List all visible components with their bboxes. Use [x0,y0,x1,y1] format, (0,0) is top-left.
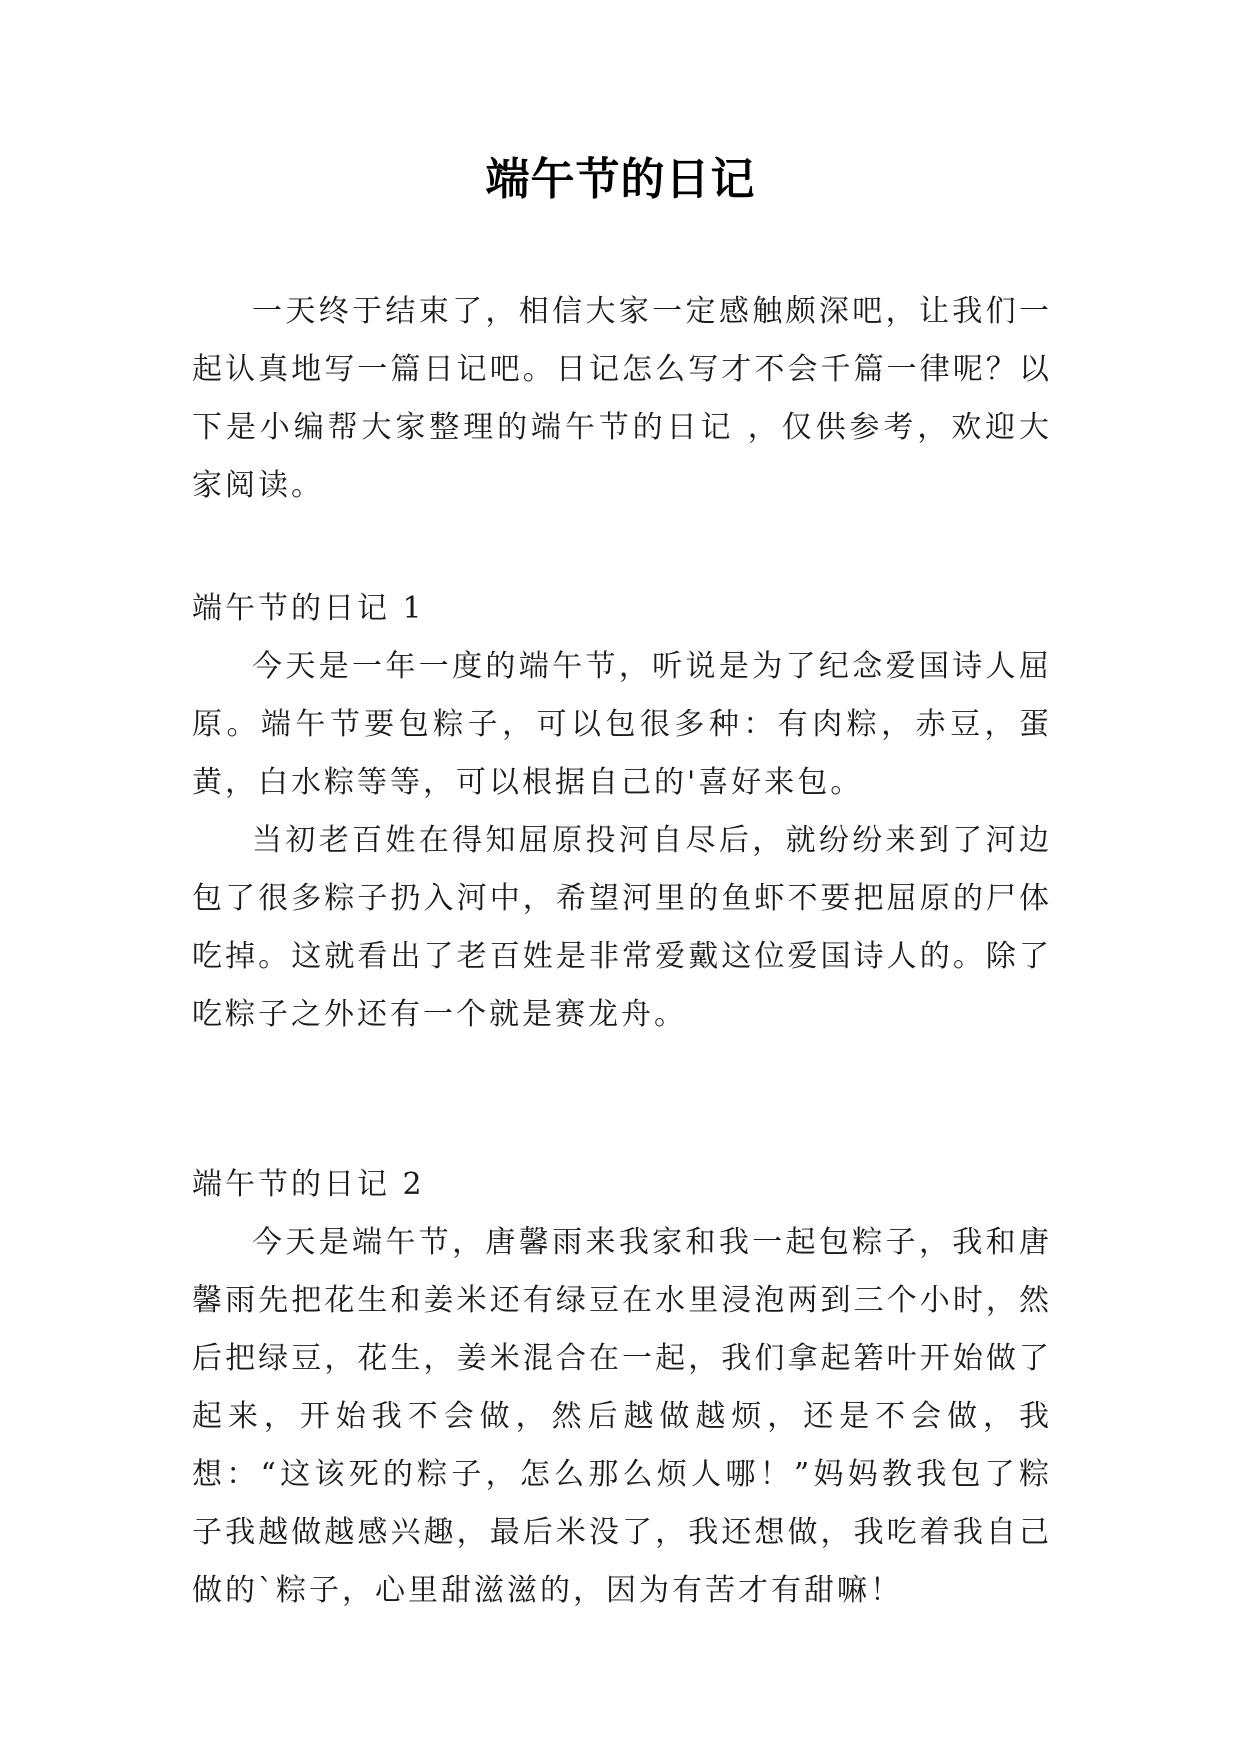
intro-block [192,283,1052,515]
section-heading: 端午节的日记 1 [192,591,425,626]
section-paragraph: 今天是端午节，唐馨雨来我家和我一起包粽子，我和唐馨雨先把花生和姜米还有绿豆在水里浸泡两到三个小时，然后把绿豆，花生，姜米混合在一起，我们拿起箬叶开始做了起来，开始我不会做，然后越做越烦，还是不会做，我想：“这该死的粽子，怎么那么烦人哪！”妈妈教我包了粽子我越做越感兴趣，最后米没了，我还想做，我吃着我自己做的`粽子，心里甜滋滋的，因为有苦才有甜嘛！ [192,1225,1052,1608]
section-paragraph: 今天是一年一度的端午节，听说是为了纪念爱国诗人屈原。端午节要包粽子，可以包很多种：有肉粽，赤豆，蛋黄，白水粽等等，可以根据自己的'喜好来包。 [192,649,1052,800]
document-title: 端午节的日记 [485,154,756,205]
section-heading: 端午节的日记 2 [192,1167,425,1202]
section-paragraph: 当初老百姓在得知屈原投河自尽后，就纷纷来到了河边包了很多粽子扔入河中，希望河里的鱼虾不要把屈原的尸体吃掉。这就看出了老百姓是非常爱戴这位爱国诗人的。除了吃粽子之外还有一个就是赛龙舟。 [192,823,1052,1032]
diary-section-2 [192,1156,1052,1620]
intro-paragraph: 一天终于结束了，相信大家一定感触颇深吧，让我们一起认真地写一篇日记吧。日记怎么写才不会千篇一律呢？以下是小编帮大家整理的端午节的日记 ，仅供参考，欢迎大家阅读。 [192,294,1052,503]
diary-section-1 [192,580,1052,1044]
